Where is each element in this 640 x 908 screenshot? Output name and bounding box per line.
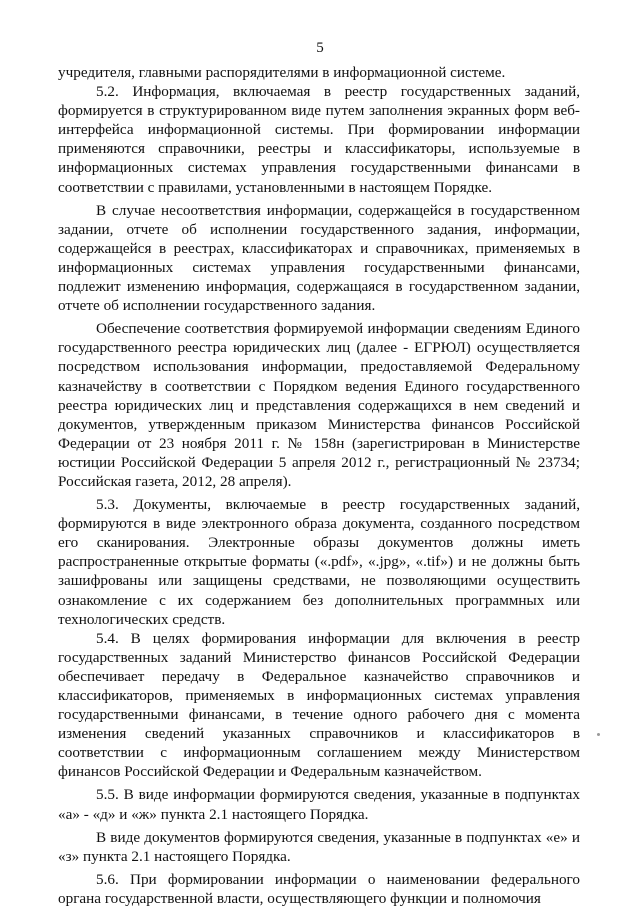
paragraph-5-3: 5.3. Документы, включаемые в реестр государственных заданий, формируются в виде электронного образа документа, созданного посредством его сканирования. Электронные образы документов должны иметь распространенные открытые форматы («.pdf», «.jpg», «.tif») и не должны быть зашифрованы или защищены средствами, не позволяющими осуществить ознакомление с их содержанием без дополнительных программных или технологических средств. — [58, 496, 580, 628]
paragraph-inconsistency: В случае несоответствия информации, содержащейся в государственном задании, отчете об исполнении государственного задания, информации, содержащейся в реестрах, классификаторах и справочниках, применяемых в информационных системах управления государственными финансами, подлежит изменению информация, содержащаяся в государственном задании, отчете об исполнении государственного задания. — [58, 201, 580, 315]
paragraph-5-5: 5.5. В виде информации формируются сведения, указанные в подпунктах «а» - «д» и «ж» пункта 2.1 настоящего Порядка. — [58, 786, 580, 823]
paragraph-5-4: 5.4. В целях формирования информации для включения в реестр государственных заданий Министерство финансов Российской Федерации обеспечивает передачу в Федеральное казначейство справочников и классификаторов, применяемых в информационных системах управления государственными финансами, в течение одного рабочего дня с момента изменения сведений указанных справочников и классификаторов в соответствии с информационным соглашением между Министерством финансов Российской Федерации и Федеральным казначейством. — [58, 629, 580, 781]
paragraph-documents: В виде документов формируются сведения, указанные в подпунктах «е» и «з» пункта 2.1 настоящего Порядка. — [58, 828, 580, 865]
document-body — [58, 63, 580, 908]
paragraph-5-6: 5.6. При формировании информации о наименовании федерального органа государственной власти, осуществляющего функции и полномочия — [58, 870, 580, 907]
paragraph-egrul: Обеспечение соответствия формируемой информации сведениям Единого государственного реестра юридических лиц (далее - ЕГРЮЛ) осуществляется посредством использования информации, предоставляемой Федеральному казначейству в соответствии с Порядком ведения Единого государственного реестра юридических лиц и представления содержащихся в нем сведений и документов, утвержденным приказом Министерства финансов Российской Федерации от 23 ноября 2011 г. № 158н (зарегистрирован в Министерстве юстиции Российской Федерации 5 апреля 2012 г., регистрационный № 23734; Российская газета, 2012, 28 апреля). — [58, 320, 580, 490]
scan-speck — [597, 733, 600, 736]
paragraph-5-2: 5.2. Информация, включаемая в реестр государственных заданий, формируется в структурированном виде путем заполнения экранных форм веб-интерфейса информационной системы. При формировании информации применяются справочники, реестры и классификаторы, используемые в информационных системах управления государственными финансами в соответствии с правилами, установленными в настоящем Порядке. — [58, 83, 580, 196]
page-number: 5 — [316, 40, 324, 56]
paragraph-continuation: учредителя, главными распорядителями в информационной системе. — [58, 64, 506, 81]
